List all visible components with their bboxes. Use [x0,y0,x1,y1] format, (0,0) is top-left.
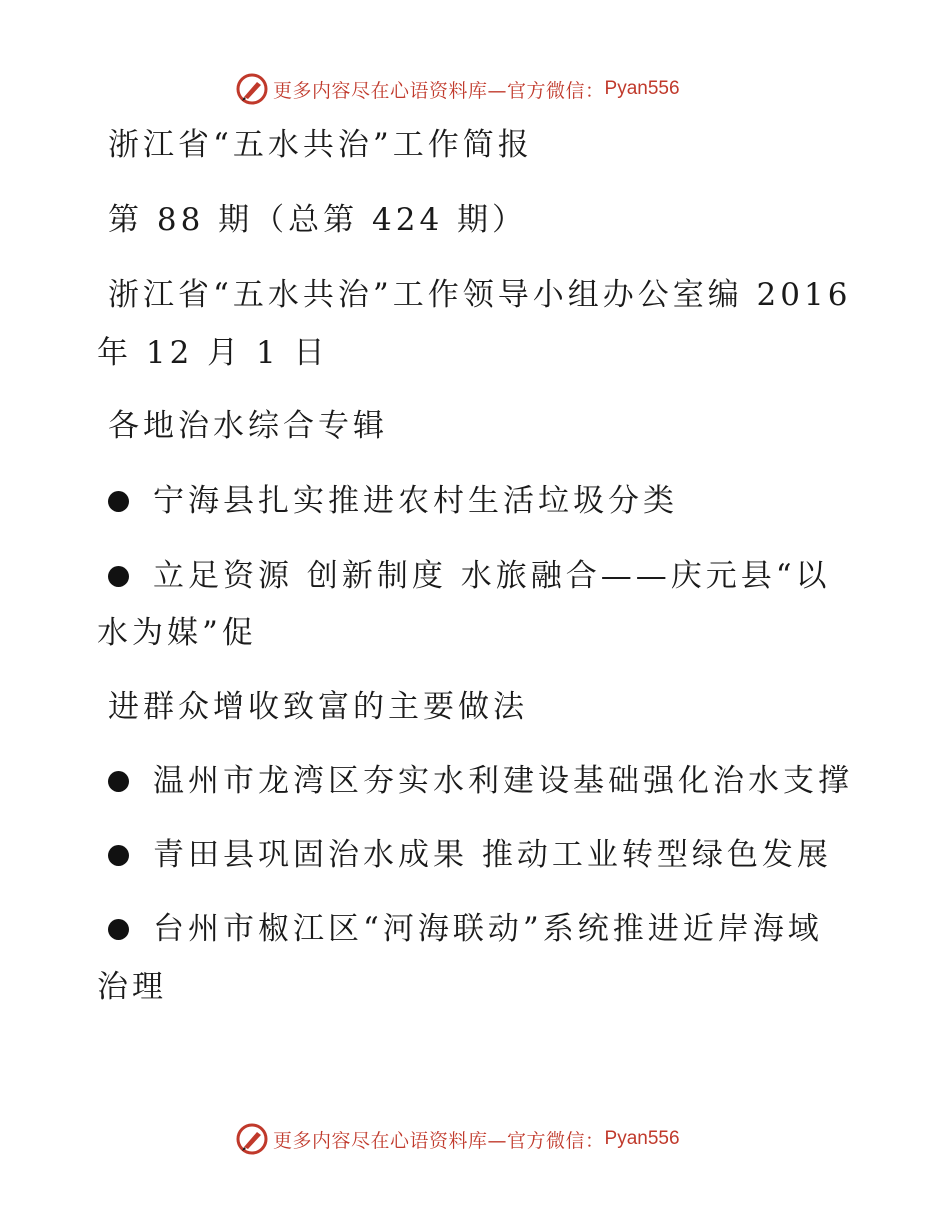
list-item-text: 温州市龙湾区夯实水利建设基础强化治水支撑 [153,763,853,799]
footer-watermark [235,1122,680,1156]
watermark-text: 更多内容尽在心语资料库—官方微信： [273,79,605,102]
list-item [108,558,831,594]
bullet-icon [108,771,129,792]
list-item [108,483,678,519]
watermark-wechat-id: Pyan556 [604,78,680,99]
list-item [108,763,853,799]
bullet-icon [108,491,129,512]
list-item-text: 青田县巩固治水成果 推动工业转型绿色发展 [153,837,832,873]
pen-logo-icon [235,1122,269,1156]
editor-line: 浙江省“五水共治”工作领导小组办公室编 2016 [108,277,852,313]
pen-logo-icon [235,72,269,106]
header-watermark [235,72,680,106]
list-item-continuation: 进群众增收致富的主要做法 [108,689,528,725]
list-item-continuation: 治理 [97,969,167,1005]
watermark-text: 更多内容尽在心语资料库—官方微信： [273,1129,605,1152]
list-item-continuation: 水为媒”促 [97,615,257,651]
watermark-wechat-id: Pyan556 [604,1128,680,1149]
publish-date: 年 12 月 1 日 [97,335,329,371]
list-item [108,911,823,947]
issue-number: 第 88 期（总第 424 期） [108,202,528,238]
section-heading: 各地治水综合专辑 [108,408,388,444]
list-item-text: 台州市椒江区“河海联动”系统推进近岸海域 [153,911,823,947]
list-item [108,837,832,873]
list-item-text: 立足资源 创新制度 水旅融合——庆元县“以 [153,558,831,594]
bullet-icon [108,566,129,587]
bullet-icon [108,845,129,866]
bullet-icon [108,919,129,940]
list-item-text: 宁海县扎实推进农村生活垃圾分类 [153,483,678,519]
document-title: 浙江省“五水共治”工作简报 [108,127,533,163]
